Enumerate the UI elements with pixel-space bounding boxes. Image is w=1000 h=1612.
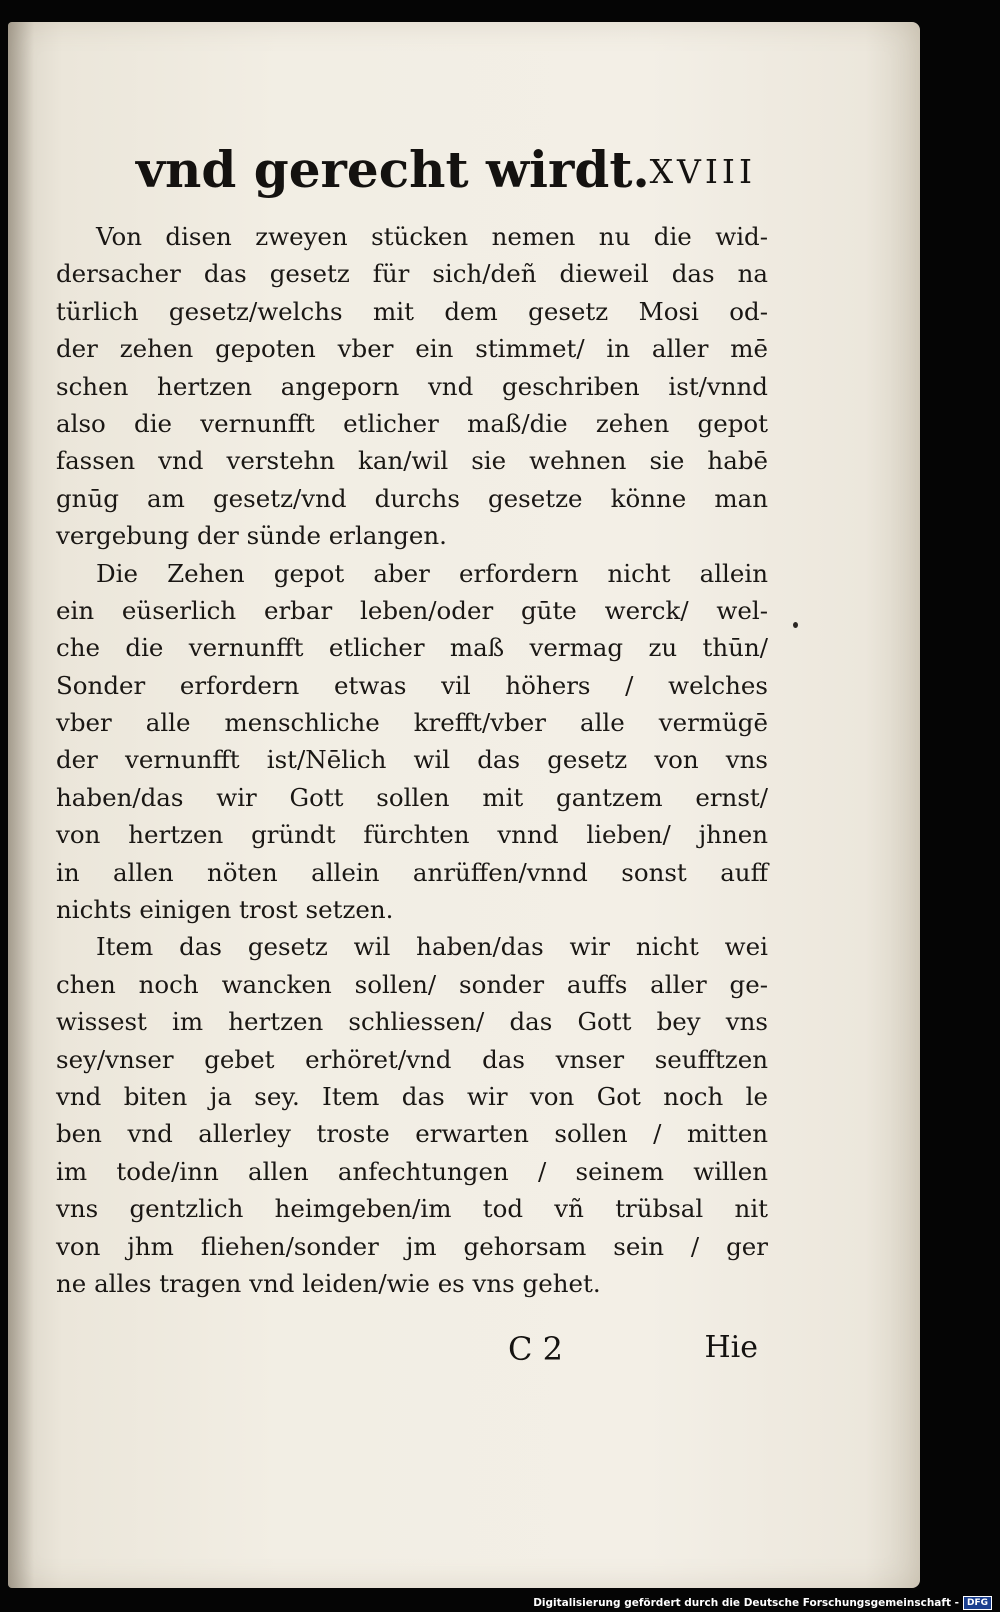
text-line: Die Zehen gepot aber erfordern nicht allein <box>96 558 768 588</box>
dfg-logo: DFG <box>963 1596 992 1610</box>
text-line: gnūg am gesetz/vnd durchs gesetze könne man <box>56 483 768 513</box>
text-line: dersacher das gesetz für sich/deñ dieweil das na <box>56 259 768 289</box>
text-line: ein eüserlich erbar leben/oder gūte werck/ wel- <box>56 595 768 625</box>
text-line: fassen vnd verstehn kan/wil sie wehnen sie habē <box>56 446 768 476</box>
text-line: in allen nöten allein anrüffen/vnnd sonst auff <box>56 857 768 887</box>
text-line: von jhm fliehen/sonder jm gehorsam sein / ger <box>56 1231 768 1261</box>
text-line: also die vernunfft etlicher maß/die zehen gepot <box>56 408 768 438</box>
text-line: sey/vnser gebet erhöret/vnd das vnser seufftzen <box>56 1044 768 1074</box>
text-line: der vernunfft ist/Nēlich wil das gesetz von vns <box>56 745 768 775</box>
ink-speck <box>793 622 798 628</box>
text-line: der zehen gepoten vber ein stimmet/ in aller mē <box>56 334 768 364</box>
book-page <box>8 22 920 1588</box>
folio-number: XVIII <box>649 152 756 191</box>
funding-credit <box>533 1596 992 1610</box>
spine-shadow <box>8 22 34 1588</box>
text-line: ben vnd allerley troste erwarten sollen / mitten <box>56 1119 768 1149</box>
running-title: vnd gerecht wirdt. <box>136 140 650 199</box>
text-line: vnd biten ja sey. Item das wir von Got noch le <box>56 1081 768 1111</box>
text-line: Sonder erfordern etwas vil höhers / welches <box>56 670 768 700</box>
text-line: im tode/inn allen anfechtungen / seinem willen <box>56 1156 768 1186</box>
text-line: von hertzen gründt fürchten vnnd lieben/ jhnen <box>56 820 768 850</box>
signature-mark: C 2 <box>508 1330 564 1368</box>
text-line: schen hertzen angeporn vnd geschriben ist/vnnd <box>56 371 768 401</box>
text-line: vber alle menschliche krefft/vber alle vermügē <box>56 708 768 738</box>
body-text <box>56 218 768 1302</box>
text-line: Item das gesetz wil haben/das wir nicht wei <box>96 932 768 962</box>
credit-text: Digitalisierung gefördert durch die Deutsche Forschungsgemeinschaft - <box>533 1597 959 1609</box>
text-line: ne alles tragen vnd leiden/wie es vns gehet. <box>56 1268 601 1298</box>
page-footer <box>478 1330 758 1380</box>
text-line: wissest im hertzen schliessen/ das Gott bey vns <box>56 1007 768 1037</box>
text-line: haben/das wir Gott sollen mit gantzem ernst/ <box>56 782 768 812</box>
catchword: Hie <box>704 1330 758 1365</box>
text-line: Von disen zweyen stücken nemen nu die wid- <box>96 222 768 251</box>
text-line: türlich gesetz/welchs mit dem gesetz Mosi od- <box>56 296 768 326</box>
text-line: nichts einigen trost setzen. <box>56 895 394 925</box>
page-header <box>136 140 756 212</box>
text-line: vns gentzlich heimgeben/im tod vñ trübsal nit <box>56 1194 768 1224</box>
text-line: chen noch wancken sollen/ sonder auffs aller ge- <box>56 969 768 999</box>
text-line: vergebung der sünde erlangen. <box>56 521 447 551</box>
text-line: che die vernunfft etlicher maß vermag zu thūn/ <box>56 633 768 663</box>
